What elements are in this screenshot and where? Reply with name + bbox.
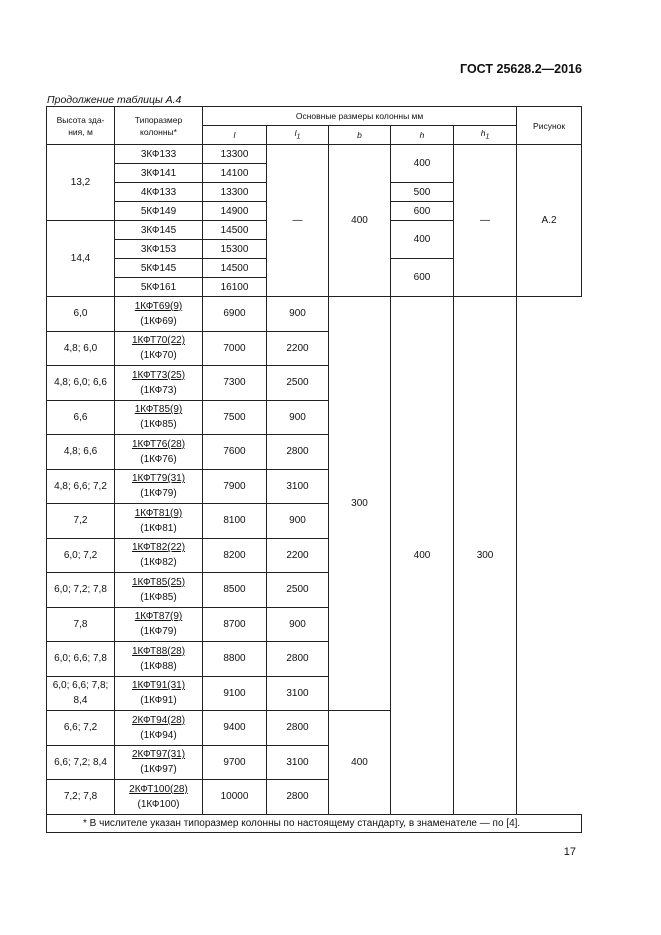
type-fraction <box>132 678 185 708</box>
type-numerator: 1КФТ70(22) <box>131 335 186 347</box>
l-cell: 8200 <box>203 538 267 573</box>
column-type-cell <box>115 642 203 677</box>
type-fraction <box>135 609 183 639</box>
l1-cell: 2800 <box>267 435 329 470</box>
type-fraction <box>132 333 185 363</box>
type-numerator: 2КФТ100(28) <box>129 783 188 795</box>
type-fraction <box>135 299 183 329</box>
l-cell: 7300 <box>203 366 267 401</box>
l1-cell: 2200 <box>267 331 329 366</box>
column-type-cell <box>115 400 203 435</box>
building-height-cell: 6,0; 6,6; 7,8 <box>47 642 115 677</box>
type-denominator: (1КФ69) <box>140 315 177 327</box>
h-cell: 400 <box>391 297 454 815</box>
type-denominator: (1КФ76) <box>140 453 177 465</box>
type-numerator: 1КФТ69(9) <box>134 300 183 312</box>
column-type-cell: 3КФ153 <box>115 240 203 259</box>
building-height-cell: 6,6; 7,2 <box>47 711 115 746</box>
l-cell: 13300 <box>203 145 267 164</box>
l1-cell: 2800 <box>267 780 329 815</box>
b-cell: 400 <box>329 145 391 297</box>
column-type-cell <box>115 745 203 780</box>
type-fraction <box>132 575 185 605</box>
l-cell: 8500 <box>203 573 267 608</box>
l1-cell: 3100 <box>267 745 329 780</box>
l1-cell: — <box>267 145 329 297</box>
column-type-cell <box>115 780 203 815</box>
building-height-cell: 4,8; 6,6; 7,2 <box>47 469 115 504</box>
l1-cell: 900 <box>267 297 329 332</box>
l1-cell: 2500 <box>267 573 329 608</box>
type-numerator: 2КФТ97(31) <box>131 749 186 761</box>
building-height-cell: 7,2 <box>47 504 115 539</box>
column-type-cell: 3КФ133 <box>115 145 203 164</box>
header-h1: $h_1$ <box>454 126 517 145</box>
type-fraction <box>135 402 183 432</box>
h-cell: 400 <box>391 145 454 183</box>
building-height-cell: 4,8; 6,0; 6,6 <box>47 366 115 401</box>
type-denominator: (1КФ100) <box>137 798 180 810</box>
type-numerator: 1КФТ81(9) <box>134 507 183 519</box>
type-denominator: (1КФ82) <box>140 557 177 569</box>
table-caption: Продолжение таблицы А.4 <box>47 94 182 106</box>
type-denominator: (1КФ81) <box>140 522 177 534</box>
l-cell: 9100 <box>203 676 267 711</box>
type-denominator: (1КФ94) <box>140 729 177 741</box>
type-denominator: (1КФ97) <box>140 764 177 776</box>
header-l: l <box>203 126 267 145</box>
type-fraction <box>129 782 188 812</box>
column-type-cell <box>115 573 203 608</box>
type-fraction <box>132 471 185 501</box>
type-denominator: (1КФ79) <box>140 488 177 500</box>
column-type-cell <box>115 711 203 746</box>
figure-cell: А.2 <box>517 145 582 297</box>
column-type-cell: 5КФ149 <box>115 202 203 221</box>
building-height-cell: 6,0; 7,2; 7,8 <box>47 573 115 608</box>
l-cell: 15300 <box>203 240 267 259</box>
building-height-cell: 13,2 <box>47 145 115 221</box>
page-number: 17 <box>563 846 576 858</box>
column-type-cell <box>115 297 203 332</box>
building-height-cell: 7,2; 7,8 <box>47 780 115 815</box>
h1-cell: — <box>454 145 517 297</box>
type-fraction <box>132 747 185 777</box>
type-fraction <box>135 506 183 536</box>
building-height-cell: 6,0 <box>47 297 115 332</box>
column-type-cell <box>115 331 203 366</box>
column-type-cell: 3КФ145 <box>115 221 203 240</box>
column-type-cell <box>115 469 203 504</box>
column-type-cell <box>115 607 203 642</box>
h-cell: 600 <box>391 259 454 297</box>
header-figure: Рисунок <box>517 107 582 145</box>
l-cell: 8800 <box>203 642 267 677</box>
l-cell: 6900 <box>203 297 267 332</box>
l-cell: 14100 <box>203 164 267 183</box>
l1-cell: 2800 <box>267 711 329 746</box>
column-type-cell <box>115 676 203 711</box>
b-cell: 400 <box>329 711 391 815</box>
l-cell: 10000 <box>203 780 267 815</box>
b-cell: 300 <box>329 297 391 711</box>
l-cell: 14900 <box>203 202 267 221</box>
l-cell: 7900 <box>203 469 267 504</box>
type-numerator: 1КФТ76(28) <box>131 438 186 450</box>
l-cell: 14500 <box>203 259 267 278</box>
building-height-cell: 6,6 <box>47 400 115 435</box>
building-height-cell: 6,0; 6,6; 7,8; 8,4 <box>47 676 115 711</box>
document-title: ГОСТ 25628.2—2016 <box>460 62 582 76</box>
type-fraction <box>132 437 185 467</box>
dimensions-table <box>46 106 582 833</box>
building-height-cell: 6,6; 7,2; 8,4 <box>47 745 115 780</box>
l-cell: 9700 <box>203 745 267 780</box>
column-type-cell <box>115 435 203 470</box>
l1-cell: 900 <box>267 607 329 642</box>
table-footnote: * В числителе указан типоразмер колонны по настоящему стандарту, в знаменателе — по [4]. <box>47 814 582 832</box>
header-h: h <box>391 126 454 145</box>
type-denominator: (1КФ85) <box>140 591 177 603</box>
h-cell: 500 <box>391 183 454 202</box>
type-denominator: (1КФ70) <box>140 350 177 362</box>
l-cell: 8100 <box>203 504 267 539</box>
building-height-cell: 4,8; 6,6 <box>47 435 115 470</box>
type-numerator: 2КФТ94(28) <box>131 714 186 726</box>
type-fraction <box>132 540 185 570</box>
l-cell: 16100 <box>203 278 267 297</box>
header-height: Высота зда- ния, м <box>47 107 115 145</box>
header-b: b <box>329 126 391 145</box>
type-numerator: 1КФТ85(9) <box>134 404 183 416</box>
type-numerator: 1КФТ73(25) <box>131 369 186 381</box>
h1-cell: 300 <box>454 297 517 815</box>
column-type-cell <box>115 504 203 539</box>
l1-cell: 2500 <box>267 366 329 401</box>
l1-cell: 3100 <box>267 676 329 711</box>
l-cell: 8700 <box>203 607 267 642</box>
l1-cell: 3100 <box>267 469 329 504</box>
column-type-cell: 5КФ145 <box>115 259 203 278</box>
header-dimensions: Основные размеры колонны мм <box>203 107 517 126</box>
type-fraction <box>132 713 185 743</box>
l-cell: 14500 <box>203 221 267 240</box>
l-cell: 7000 <box>203 331 267 366</box>
type-numerator: 1КФТ79(31) <box>131 473 186 485</box>
type-denominator: (1КФ73) <box>140 384 177 396</box>
column-type-cell: 3КФ141 <box>115 164 203 183</box>
l1-cell: 2200 <box>267 538 329 573</box>
h-cell: 600 <box>391 202 454 221</box>
l-cell: 7600 <box>203 435 267 470</box>
building-height-cell: 6,0; 7,2 <box>47 538 115 573</box>
type-fraction <box>132 368 185 398</box>
header-l1: $l_1$ <box>267 126 329 145</box>
l1-cell: 900 <box>267 504 329 539</box>
building-height-cell: 14,4 <box>47 221 115 297</box>
type-denominator: (1КФ91) <box>140 695 177 707</box>
type-numerator: 1КФТ82(22) <box>131 542 186 554</box>
type-denominator: (1КФ88) <box>140 660 177 672</box>
h-cell: 400 <box>391 221 454 259</box>
l1-cell: 900 <box>267 400 329 435</box>
header-type: Типоразмер колонны* <box>115 107 203 145</box>
building-height-cell: 4,8; 6,0 <box>47 331 115 366</box>
type-denominator: (1КФ85) <box>140 419 177 431</box>
column-type-cell <box>115 366 203 401</box>
l1-cell: 2800 <box>267 642 329 677</box>
l-cell: 9400 <box>203 711 267 746</box>
type-numerator: 1КФТ87(9) <box>134 611 183 623</box>
type-numerator: 1КФТ85(25) <box>131 576 186 588</box>
column-type-cell: 4КФ133 <box>115 183 203 202</box>
type-numerator: 1КФТ91(31) <box>131 680 186 692</box>
l-cell: 13300 <box>203 183 267 202</box>
type-numerator: 1КФТ88(28) <box>131 645 186 657</box>
building-height-cell: 7,8 <box>47 607 115 642</box>
column-type-cell <box>115 538 203 573</box>
type-fraction <box>132 644 185 674</box>
column-type-cell: 5КФ161 <box>115 278 203 297</box>
l-cell: 7500 <box>203 400 267 435</box>
type-denominator: (1КФ79) <box>140 626 177 638</box>
